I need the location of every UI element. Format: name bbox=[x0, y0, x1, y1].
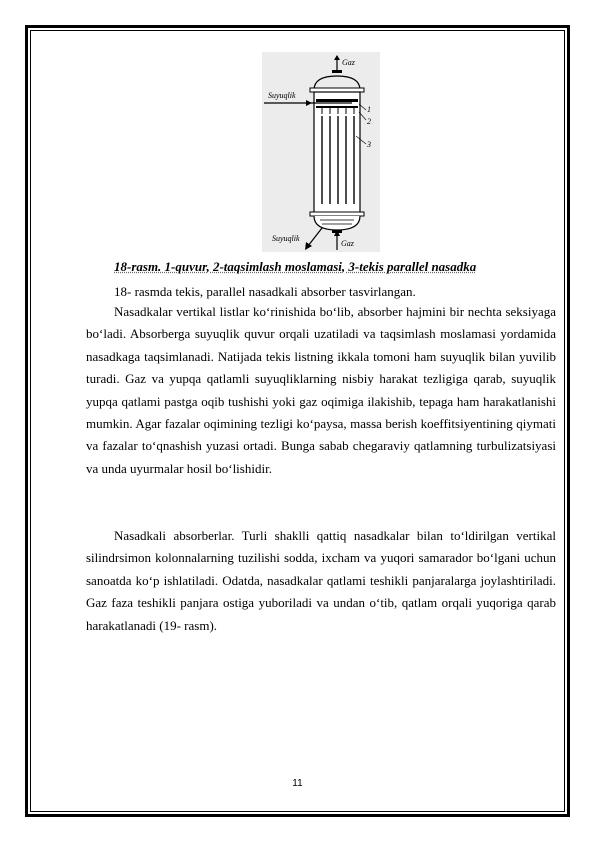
fig-label-liquid-bottom: Suyuqlik bbox=[272, 234, 300, 243]
figure-caption: 18-rasm. 1-quvur, 2-taqsimlash moslamasi, 3-tekis parallel nasadka bbox=[114, 259, 477, 274]
page-number: 11 bbox=[292, 778, 303, 789]
fig-label-liquid-top: Suyuqlik bbox=[268, 91, 296, 100]
paragraph-plates: Nasadkalar vertikal listlar ko‘rinishida bo‘lib, absorber hajmini bir nechta seksiyaga bo‘ladi. Absorberga suyuqlik quvur orqali uzatiladi va taqsimlash moslamasi yordamida nasadkaga taqsimlanadi. Natijada tekis listning ikkala tomoni ham suyuqlik bilan yuvilib turadi. Gaz va yupqa qatlamli suyuqliklarning nisbiy harakat tezligiga qarab, suyuqlik yupqa qatlami pastga oqib tushishi yoki gaz oqimiga ilakishib, tepaga ham harakatlanishi mumkin. Agar fazalar oqimining tezligi ko‘paysa, massa berish koeffitsiyentining qiymati va fazalar to‘qnashish yuzasi ortadi. Bunga sabab chegaraviy qatlamning turbulizatsiyasi va unda uyurmalar hosil bo‘lishidir. bbox=[86, 304, 556, 476]
absorber-diagram bbox=[262, 52, 380, 252]
paragraph-packed-absorbers: Nasadkali absorberlar. Turli shaklli qattiq nasadkalar bilan to‘ldirilgan vertikal silindrsimon kolonnalarning tuzilishi sodda, ixcham va yuqori samarador bo‘lgani uchun sanoatda ko‘p ishlatiladi. Odatda, nasadkalar qatlami teshikli panjaralarga joylashtiriladi. Gaz faza teshikli panjara ostiga yuboriladi va undan o‘tib, qatlam orqali yuqoriga qarab harakatlanadi (19- rasm). bbox=[86, 528, 556, 633]
fig-label-1: 1 bbox=[367, 105, 371, 114]
fig-label-2: 2 bbox=[367, 117, 371, 126]
fig-label-gas-top: Gaz bbox=[342, 58, 355, 67]
fig-label-3: 3 bbox=[367, 140, 371, 149]
fig-label-gas-bottom: Gaz bbox=[341, 239, 354, 248]
paragraph-intro: 18- rasmda tekis, parallel nasadkali absorber tasvirlangan. bbox=[114, 284, 416, 299]
